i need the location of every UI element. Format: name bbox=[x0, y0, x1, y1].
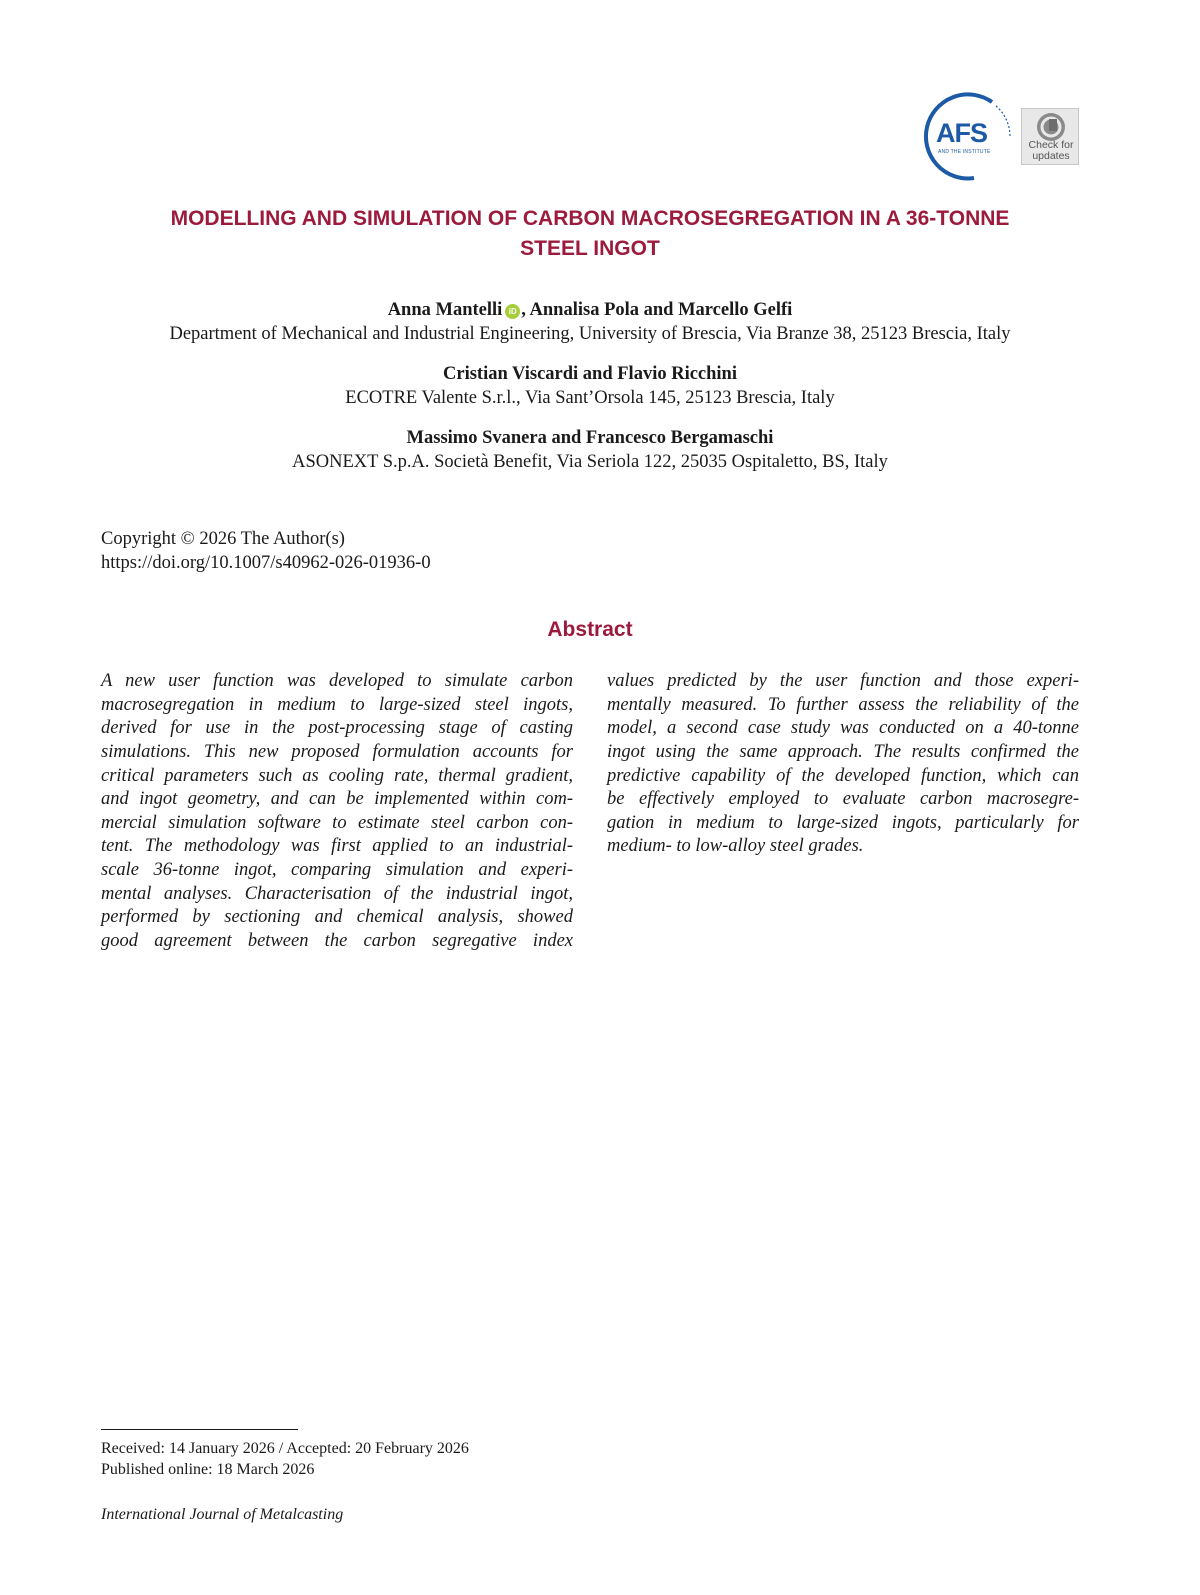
abstract-line: simulations. This new proposed formulation accounts for bbox=[101, 741, 573, 762]
abstract-line: and ingot geometry, and can be implemented within com- bbox=[101, 789, 573, 810]
title-line-1: MODELLING AND SIMULATION OF CARBON MACROSEGREGATION IN A 36-TONNE bbox=[170, 207, 1010, 230]
abstract-line: model, a second case study was conducted on a 40-tonne bbox=[607, 718, 1079, 739]
published-date: Published online: 18 March 2026 bbox=[101, 1461, 315, 1478]
check-for-updates-badge[interactable] bbox=[1021, 108, 1079, 165]
author-names: Massimo Svanera and Francesco Bergamaschi bbox=[406, 428, 774, 448]
affiliation: ASONEXT S.p.A. Società Benefit, Via Seriola 122, 25035 Ospitaletto, BS, Italy bbox=[292, 452, 888, 472]
abstract-line: mentally measured. To further assess the reliability of the bbox=[607, 694, 1079, 715]
affiliation: Department of Mechanical and Industrial Engineering, University of Brescia, Via Branze 38, 25123 Brescia, Italy bbox=[169, 324, 1011, 344]
abstract-line: gation in medium to large-sized ingots, particularly for bbox=[607, 812, 1079, 833]
author-name: Anna Mantelli bbox=[387, 300, 503, 320]
abstract-heading: Abstract bbox=[547, 618, 633, 641]
abstract-line: mental analyses. Characterisation of the industrial ingot, bbox=[101, 883, 573, 904]
affiliation: ECOTRE Valente S.r.l., Via Sant’Orsola 145, 25123 Brescia, Italy bbox=[345, 388, 835, 408]
paper-title bbox=[100, 204, 1080, 264]
abstract-line: critical parameters such as cooling rate, thermal gradient, bbox=[101, 765, 573, 786]
title-line-2: STEEL INGOT bbox=[520, 237, 660, 260]
abstract-line: mercial simulation software to estimate steel carbon con- bbox=[101, 812, 573, 833]
abstract-line: macrosegregation in medium to large-sized steel ingots, bbox=[101, 694, 573, 715]
abstract-line: A new user function was developed to simulate carbon bbox=[101, 671, 573, 691]
orcid-icon[interactable]: iD bbox=[505, 304, 520, 319]
author-group-1 bbox=[60, 298, 1120, 346]
abstract-line: predictive capability of the developed function, which can bbox=[607, 765, 1079, 786]
bookmark-icon bbox=[1037, 113, 1065, 141]
afs-logo-subtitle: AND THE INSTITUTE bbox=[938, 149, 991, 155]
abstract-line: derived for use in the post-processing stage of casting bbox=[101, 718, 573, 739]
abstract-line: performed by sectioning and chemical analysis, showed bbox=[101, 907, 573, 928]
abstract-line: ingot using the same approach. The results confirmed the bbox=[607, 741, 1079, 762]
abstract-line: scale 36-tonne ingot, comparing simulation and experi- bbox=[101, 860, 573, 881]
journal-name: International Journal of Metalcasting bbox=[101, 1506, 344, 1523]
abstract-column-left bbox=[101, 670, 573, 954]
abstract-line: be effectively employed to evaluate carbon macrosegre- bbox=[607, 789, 1079, 810]
author-names: Cristian Viscardi and Flavio Ricchini bbox=[443, 364, 737, 384]
check-updates-line1: Check for bbox=[1028, 139, 1074, 151]
doi-link[interactable]: https://doi.org/10.1007/s40962-026-01936-0 bbox=[101, 553, 431, 573]
abstract-line: values predicted by the user function and those experi- bbox=[607, 671, 1079, 691]
received-accepted-dates: Received: 14 January 2026 / Accepted: 20 February 2026 bbox=[101, 1440, 469, 1457]
check-updates-line2: updates bbox=[1032, 150, 1070, 162]
copyright-line: Copyright © 2026 The Author(s) bbox=[101, 529, 345, 549]
abstract-line: good agreement between the carbon segregative index bbox=[101, 931, 573, 952]
abstract-line: tent. The methodology was first applied to an industrial- bbox=[101, 836, 573, 857]
author-names bbox=[60, 298, 1120, 322]
author-group-3 bbox=[60, 426, 1120, 474]
footnote-divider bbox=[101, 1429, 298, 1430]
afs-logo-text: AFS bbox=[936, 118, 987, 148]
abstract-column-right bbox=[607, 670, 1079, 859]
author-group-2 bbox=[60, 362, 1120, 410]
abstract-line: medium- to low-alloy steel grades. bbox=[607, 836, 864, 857]
author-names-rest: , Annalisa Pola and Marcello Gelfi bbox=[521, 300, 793, 320]
afs-logo[interactable] bbox=[922, 92, 1014, 184]
